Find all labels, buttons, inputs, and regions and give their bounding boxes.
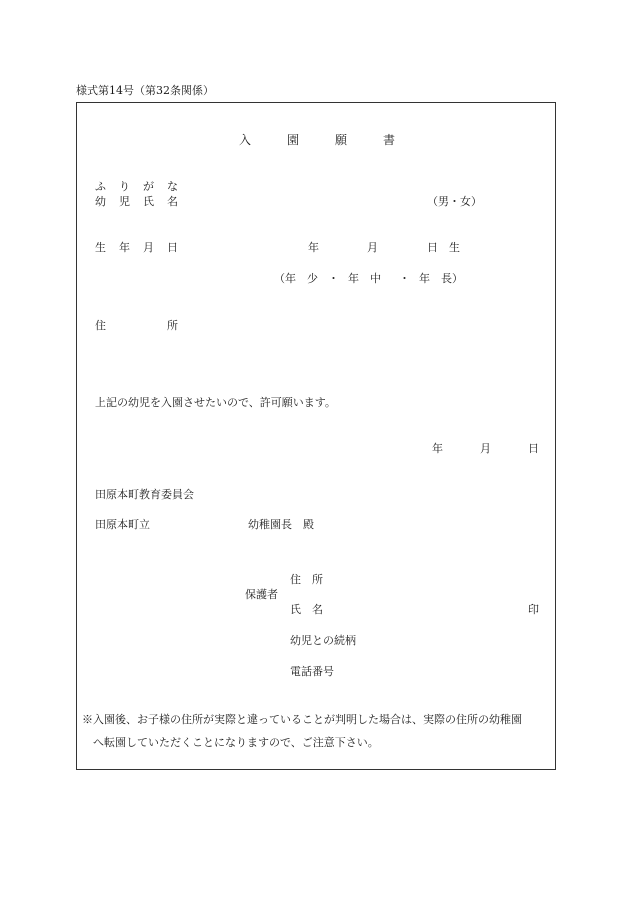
class-separator: ・ [328, 272, 339, 285]
request-text: 上記の幼児を入園させたいので、許可願います。 [95, 396, 336, 409]
furigana-label-3: が [143, 180, 154, 193]
gender-field[interactable]: （男・女） [427, 195, 482, 208]
guardian-address-label: 住 所 [290, 573, 323, 586]
title-char-1: 入 [239, 133, 252, 147]
addressee-board: 田原本町教育委員会 [95, 488, 194, 501]
guardian-name-label: 氏 名 [290, 603, 323, 616]
date-day-label: 日 [528, 442, 539, 455]
address-label-2: 所 [167, 319, 178, 332]
seal-mark: 印 [528, 603, 539, 616]
dob-label-4: 日 [167, 241, 178, 254]
class-separator: ・ [399, 272, 410, 285]
date-month-label: 月 [480, 442, 491, 455]
class-option-nenchu[interactable]: 年 中 [348, 272, 381, 285]
child-name-label-1: 幼 [95, 195, 106, 208]
date-year-label: 年 [432, 442, 443, 455]
child-name-label-2: 児 [119, 195, 130, 208]
addressee-principal: 幼稚園長 殿 [248, 518, 314, 531]
dob-label-3: 月 [143, 241, 154, 254]
furigana-label-4: な [167, 180, 178, 193]
dob-day-label: 日 生 [427, 241, 460, 254]
furigana-label-2: り [119, 180, 130, 193]
guardian-relation-label: 幼児との続柄 [290, 634, 356, 647]
dob-label-2: 年 [119, 241, 130, 254]
title-char-3: 願 [335, 133, 348, 147]
address-label-1: 住 [95, 319, 106, 332]
notice-line-1: ※入園後、お子様の住所が実際と違っていることが判明した場合は、実際の住所の幼稚園 [82, 713, 522, 726]
form-number: 様式第14号（第32条関係） [76, 84, 214, 97]
guardian-phone-label: 電話番号 [290, 665, 334, 678]
child-name-label-4: 名 [167, 195, 178, 208]
addressee-town-school: 田原本町立 [95, 518, 150, 531]
dob-label-1: 生 [95, 241, 106, 254]
title-char-2: 園 [287, 133, 300, 147]
child-name-label-3: 氏 [143, 195, 154, 208]
furigana-label-1: ふ [95, 180, 106, 193]
class-option-nensho[interactable]: （年 少 [274, 272, 318, 285]
dob-month-label: 月 [367, 241, 378, 254]
class-option-nencho[interactable]: 年 長） [419, 272, 463, 285]
title-char-4: 書 [383, 133, 396, 147]
dob-year-label: 年 [308, 241, 319, 254]
guardian-label: 保護者 [245, 588, 278, 601]
notice-line-2: へ転園していただくことになりますので、ご注意下さい。 [93, 736, 379, 749]
